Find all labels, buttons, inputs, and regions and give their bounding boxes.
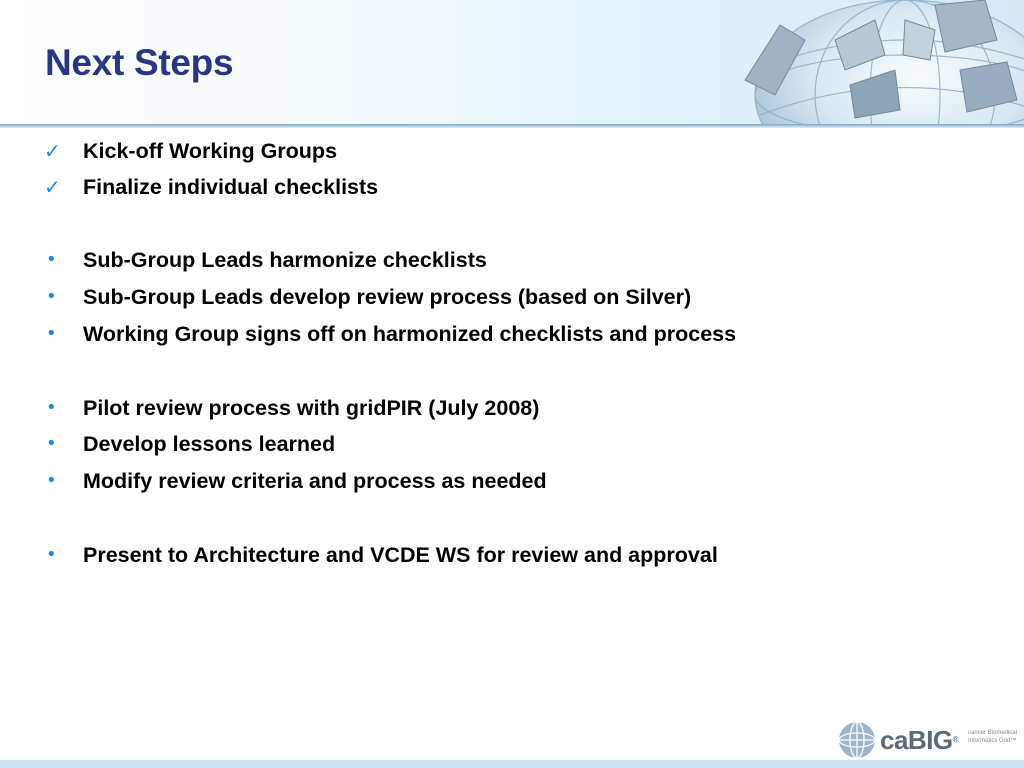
list-item xyxy=(0,429,1000,459)
list-item xyxy=(0,393,1000,423)
logo-wordmark: caBIG® xyxy=(880,725,959,755)
list-item-text: Sub-Group Leads develop review process (based on Silver) xyxy=(83,285,692,309)
list-item-text: Modify review criteria and process as needed xyxy=(83,469,547,493)
bullet-icon: • xyxy=(46,433,57,454)
bullet-icon: • xyxy=(46,544,57,565)
list-item xyxy=(0,319,1000,349)
list-item-text: Working Group signs off on harmonized checklists and process xyxy=(83,322,737,346)
bullet-icon: • xyxy=(46,397,57,418)
list-item xyxy=(0,282,1000,312)
bullet-icon: • xyxy=(46,323,57,344)
cabig-logo xyxy=(838,719,1018,761)
list-item xyxy=(0,245,1000,275)
globe-image-collage xyxy=(735,0,1024,126)
bullet-icon: • xyxy=(46,470,57,491)
list-item-text: Present to Architecture and VCDE WS for review and approval xyxy=(83,543,718,567)
list-item xyxy=(0,540,1000,570)
list-item xyxy=(0,466,1000,496)
list-item-text: Kick-off Working Groups xyxy=(83,139,338,163)
bullet-icon: • xyxy=(46,286,57,307)
checkmark-icon: ✓ xyxy=(44,139,61,163)
slide-title: Next Steps xyxy=(45,42,234,83)
list-item-text: Develop lessons learned xyxy=(83,432,336,456)
header-divider xyxy=(0,124,1024,128)
list-item-text: Sub-Group Leads harmonize checklists xyxy=(83,248,487,272)
list-item xyxy=(0,136,1000,166)
list-item-text: Finalize individual checklists xyxy=(83,175,379,199)
bullet-icon: • xyxy=(46,249,57,270)
list-item xyxy=(0,172,1000,202)
globe-icon xyxy=(838,721,876,759)
footer-bar xyxy=(0,760,1024,768)
list-item-text: Pilot review process with gridPIR (July 2008) xyxy=(83,396,540,420)
slide-header xyxy=(0,0,1024,126)
logo-subtitle: cancer Biomedical Informatics Grid™ xyxy=(968,730,1018,744)
checkmark-icon: ✓ xyxy=(44,175,61,199)
